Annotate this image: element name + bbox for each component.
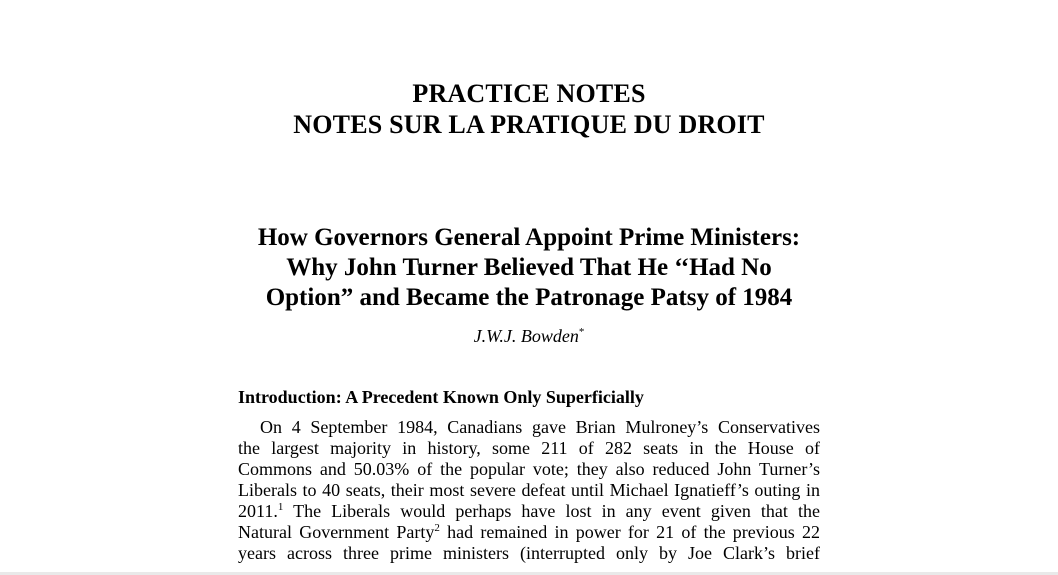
section-heading-french: NOTES SUR LA PRATIQUE DU DROIT xyxy=(293,110,765,139)
author-footnote-mark: * xyxy=(578,326,585,338)
paragraph-line: On 4 September 1984, Canadians gave Brian Mulroney’s Conservatives xyxy=(260,417,820,437)
article-title-line-2: Why John Turner Believed That He ‘‘Had No xyxy=(286,254,772,281)
section-subheading: Introduction: A Precedent Known Only Superficially xyxy=(238,387,644,407)
paragraph-line: the largest majority in history, some 211 of 282 seats in the House of xyxy=(238,438,820,458)
article-title-line-3: Option” and Became the Patronage Patsy of 1984 xyxy=(265,284,793,311)
paragraph-line: Commons and 50.03% of the popular vote; they also reduced John Turner’s xyxy=(238,459,820,479)
footnote-ref-2[interactable]: 2 xyxy=(434,522,440,534)
paragraph-line xyxy=(238,522,820,543)
paragraph-line xyxy=(238,501,820,522)
section-heading-english: PRACTICE NOTES xyxy=(412,79,646,108)
footnote-ref-1[interactable]: 1 xyxy=(277,501,284,513)
author-name: J.W.J. Bowden xyxy=(473,326,579,346)
paragraph-line: Liberals to 40 seats, their most severe defeat until Michael Ignatieff’s outing in xyxy=(238,480,820,500)
paragraph-text: Natural Government Party xyxy=(238,522,435,542)
author-byline xyxy=(0,325,1058,347)
paragraph-line: years across three prime ministers (interrupted only by Joe Clark’s brief xyxy=(238,543,820,563)
paragraph-text: The Liberals would perhaps have lost in any event given that the xyxy=(283,501,820,521)
paragraph-text: 2011. xyxy=(238,501,278,521)
paragraph-text: had remained in power for 21 of the previous 22 xyxy=(439,522,820,542)
article-title-line-1: How Governors General Appoint Prime Ministers: xyxy=(257,224,801,251)
